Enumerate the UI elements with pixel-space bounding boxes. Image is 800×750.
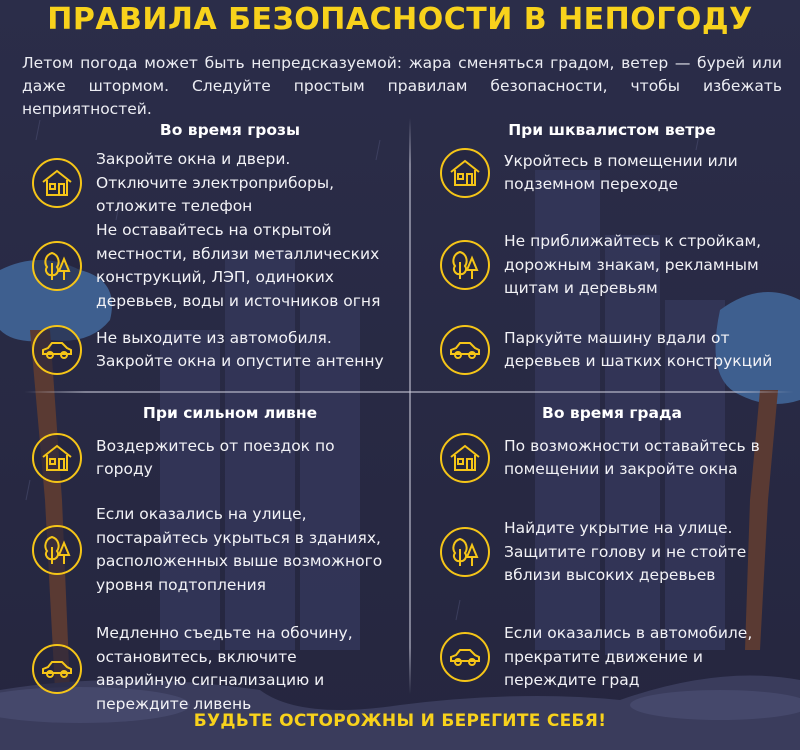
list-item xyxy=(32,148,386,219)
item-text: Закройте окна и двери. Отключите электроприборы, отложите телефон xyxy=(96,150,335,215)
item-text: Если оказались в автомобиле, прекратите движение и переждите град xyxy=(504,624,753,689)
list-item xyxy=(440,622,794,693)
car-icon xyxy=(440,325,490,375)
list-item xyxy=(32,503,386,597)
page-title: ПРАВИЛА БЕЗОПАСНОСТИ В НЕПОГОДУ xyxy=(47,2,753,37)
item-text: Укройтесь в помещении или подземном переходе xyxy=(504,151,738,193)
horizontal-divider xyxy=(24,391,794,393)
item-text: Не приближайтесь к стройкам, дорожным знакам, рекламным щитам и деревьям xyxy=(504,232,762,297)
footer-slogan: БУДЬТЕ ОСТОРОЖНЫ И БЕРЕГИТЕ СЕБЯ! xyxy=(193,711,607,731)
tree-icon xyxy=(440,527,490,577)
list-item xyxy=(440,517,794,588)
tree-icon xyxy=(32,241,82,291)
car-icon xyxy=(32,644,82,694)
list-item xyxy=(32,219,386,313)
car-icon xyxy=(440,632,490,682)
house-icon xyxy=(440,148,490,198)
section-title-thunderstorm: Во время грозы xyxy=(159,121,301,139)
list-item xyxy=(32,622,386,716)
section-title-squall: При шквалистом ветре xyxy=(508,121,716,139)
house-icon xyxy=(440,433,490,483)
item-text: Не выходите из автомобиля. Закройте окна и опустите антенну xyxy=(96,328,384,370)
house-icon xyxy=(32,433,82,483)
list-item xyxy=(440,148,794,198)
list-item xyxy=(440,433,794,483)
item-text: Не оставайтесь на открытой местности, вблизи металлических конструкций, ЛЭП, одиноких деревьев, воды и источников огня xyxy=(96,221,381,310)
item-text: Воздержитесь от поездок по городу xyxy=(96,436,335,478)
list-item xyxy=(440,325,794,375)
tree-icon xyxy=(440,240,490,290)
item-text: Медленно съедьте на обочину, остановитесь, включите аварийную сигнализацию и переждите ливень xyxy=(96,624,353,713)
item-text: Найдите укрытие на улице. Защитите голову и не стойте вблизи высоких деревьев xyxy=(504,519,747,584)
item-text: Паркуйте машину вдали от деревьев и шатких конструкций xyxy=(504,328,773,370)
car-icon xyxy=(32,325,82,375)
house-icon xyxy=(32,158,82,208)
tree-icon xyxy=(32,525,82,575)
intro-text: Летом погода может быть непредсказуемой: жара сменяться градом, ветер — бурей или даже штормом. Следуйте простым правилам безопасности, чтобы избежать неприятностей. xyxy=(22,54,782,118)
list-item xyxy=(32,433,386,483)
list-item xyxy=(32,325,386,375)
list-item xyxy=(440,230,794,301)
item-text: По возможности оставайтесь в помещении и закройте окна xyxy=(504,436,760,478)
section-title-heavy-rain: При сильном ливне xyxy=(142,404,318,422)
section-title-hail: Во время града xyxy=(542,404,682,422)
item-text: Если оказались на улице, постарайтесь укрыться в зданиях, расположенных выше возможного уровня подтопления xyxy=(96,505,383,594)
